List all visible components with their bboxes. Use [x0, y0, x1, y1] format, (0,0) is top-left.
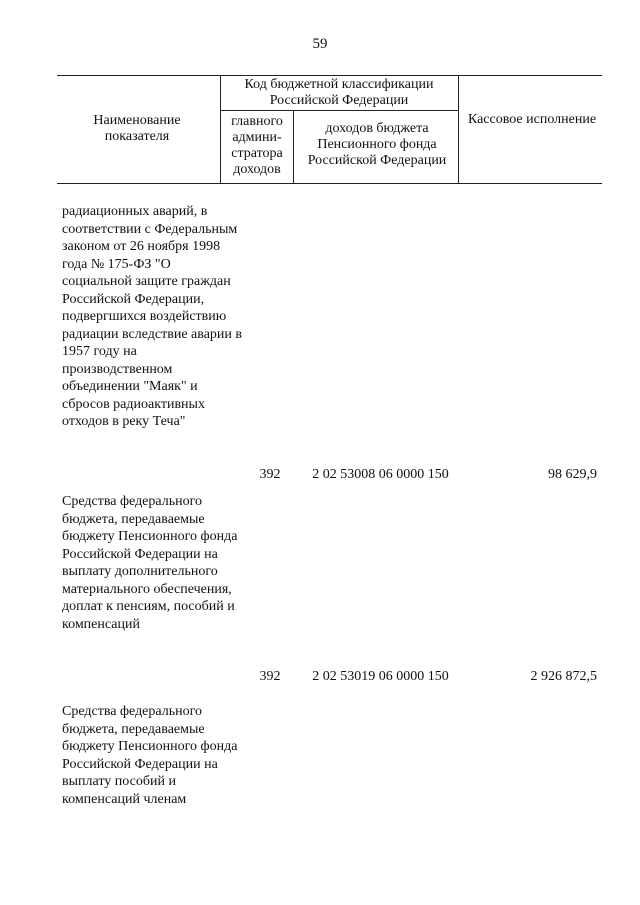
- indicator-name: радиационных аварий, в соответствии с Федеральным законом от 26 ноября 1998 года № 175-ФЗ "О социальной защите граждан Российской Федерации, подвергшихся воздействию радиации вследствие аварии в 1957 году на производственном объединении "Маяк" и сбросов радиоактивных отходов в реку Теча": [62, 204, 242, 429]
- income-code: 2 02 53019 06 0000 150: [312, 669, 449, 684]
- admin-code: 392: [259, 669, 281, 684]
- admin-code: 392: [259, 467, 281, 482]
- header-budget-income: доходов бюджета Пенсионного фонда Российской Федерации: [307, 121, 447, 168]
- header-budget-code-group: Код бюджетной классификации Российской Федерации: [244, 77, 434, 108]
- cash-amount: 2 926 872,5: [530, 669, 597, 684]
- header-divider-3: [458, 75, 459, 184]
- table-header: [57, 75, 602, 184]
- header-chief-admin: главного админи- стратора доходов: [231, 114, 283, 177]
- table-row: [62, 203, 602, 483]
- header-mid-border: [220, 110, 458, 111]
- header-divider-2: [293, 110, 294, 184]
- indicator-name: Средства федерального бюджета, передаваемые бюджету Пенсионного фонда Российской Федерации на выплату пособий и компенсаций членам: [62, 704, 238, 807]
- table-row: [62, 703, 602, 843]
- header-bottom-border: [57, 183, 602, 184]
- header-cash-execution: Кассовое исполнение: [467, 112, 597, 127]
- header-divider-1: [220, 75, 221, 184]
- page-number: 59: [312, 36, 328, 52]
- indicator-name: Средства федерального бюджета, передаваемые бюджету Пенсионного фонда Российской Федерации на выплату дополнительного материального обеспечения, доплат к пенсиям, пособий и компенсаций: [62, 494, 238, 632]
- header-top-border: [57, 75, 602, 76]
- income-code: 2 02 53008 06 0000 150: [312, 467, 449, 482]
- table-row: [62, 493, 602, 688]
- cash-amount: 98 629,9: [548, 467, 597, 482]
- header-indicator-name: Наименование показателя: [93, 113, 181, 144]
